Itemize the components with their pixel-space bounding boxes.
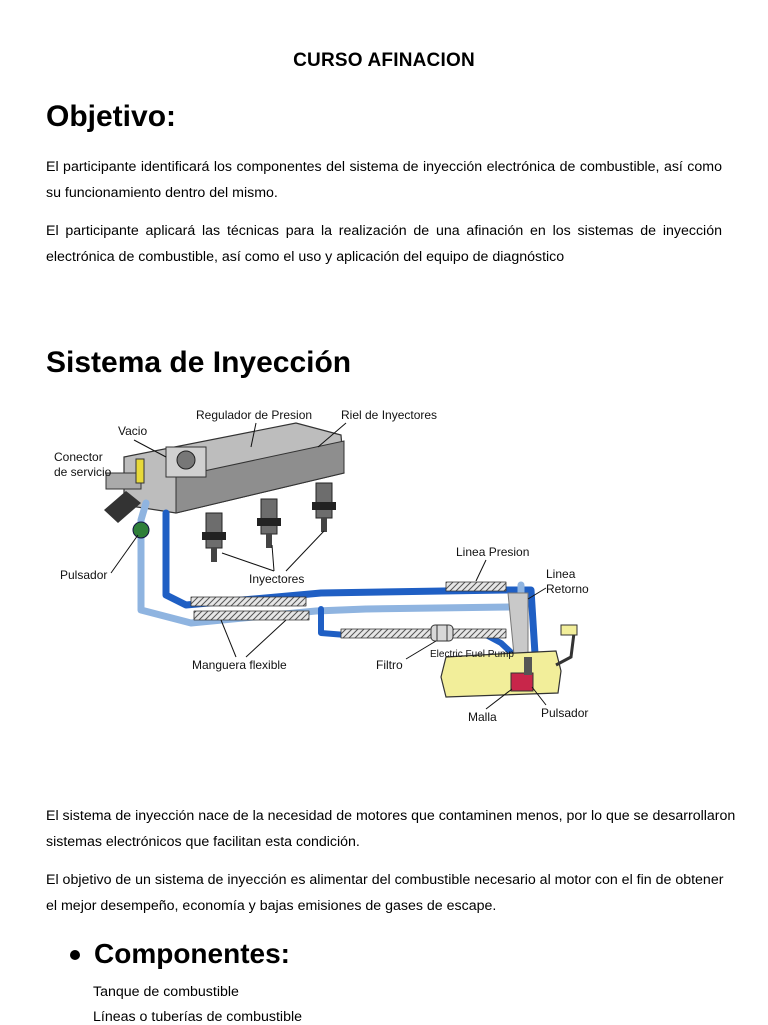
component-item-1: Tanque de combustible (93, 984, 239, 1000)
fuel-filter (431, 625, 453, 641)
system-heading-text: Sistema de Inyección (46, 346, 352, 379)
label-manguera: Manguera flexible (192, 658, 287, 672)
label-vacio: Vacio (118, 424, 148, 438)
label-linea-presion: Linea Presion (456, 545, 530, 559)
system-paragraph-2: El objetivo de un sistema de inyección es alimentar del combustible necesario al motor con el fin de obtener el mejor desempeño, economía y bajas emisiones de gases de escape. (46, 872, 724, 914)
objective-paragraph-2: El participante aplicará las técnicas para la realización de una afinación en los sistemas de inyección electrónica de combustible, así como el uso y aplicación del equipo de diagnóstico (46, 223, 722, 265)
component-item-2: Líneas o tuberías de combustible (93, 1009, 303, 1025)
objective-paragraph-1: El participante identificará los componentes del sistema de inyección electrónica de combustible, así como su funcionamiento dentro del mismo. (46, 159, 722, 201)
label-linea-retorno-1: Linea (546, 567, 576, 581)
components-heading (70, 938, 290, 970)
fuel-injection-diagram (46, 395, 606, 730)
objective-heading: Objetivo: (46, 100, 177, 133)
label-riel: Riel de Inyectores (341, 408, 438, 422)
label-conector-1: Conector (54, 450, 103, 464)
system-paragraph-1: El sistema de inyección nace de la necesidad de motores que contaminen menos, por lo que se desarrollaron sistemas electrónicos que facilitan esta condición. (46, 808, 736, 850)
label-linea-retorno-2: Retorno (546, 582, 589, 596)
document-title: CURSO AFINACION (293, 50, 475, 71)
pulsador-left-icon (133, 522, 149, 538)
label-regulador: Regulador de Presion (196, 408, 313, 422)
label-pulsador-right: Pulsador (541, 706, 589, 720)
label-pulsador-left: Pulsador (60, 568, 108, 582)
system-heading (46, 346, 351, 380)
label-inyectores: Inyectores (249, 572, 305, 586)
electric-fuel-pump (511, 673, 533, 691)
components-heading-text: Componentes: (94, 938, 290, 969)
label-malla: Malla (468, 710, 497, 724)
service-connector (136, 459, 144, 483)
label-conector-2: de servicio (54, 465, 112, 479)
fuel-lines (141, 503, 536, 670)
label-filtro: Filtro (376, 658, 403, 672)
label-pump: Electric Fuel Pump (430, 649, 514, 660)
